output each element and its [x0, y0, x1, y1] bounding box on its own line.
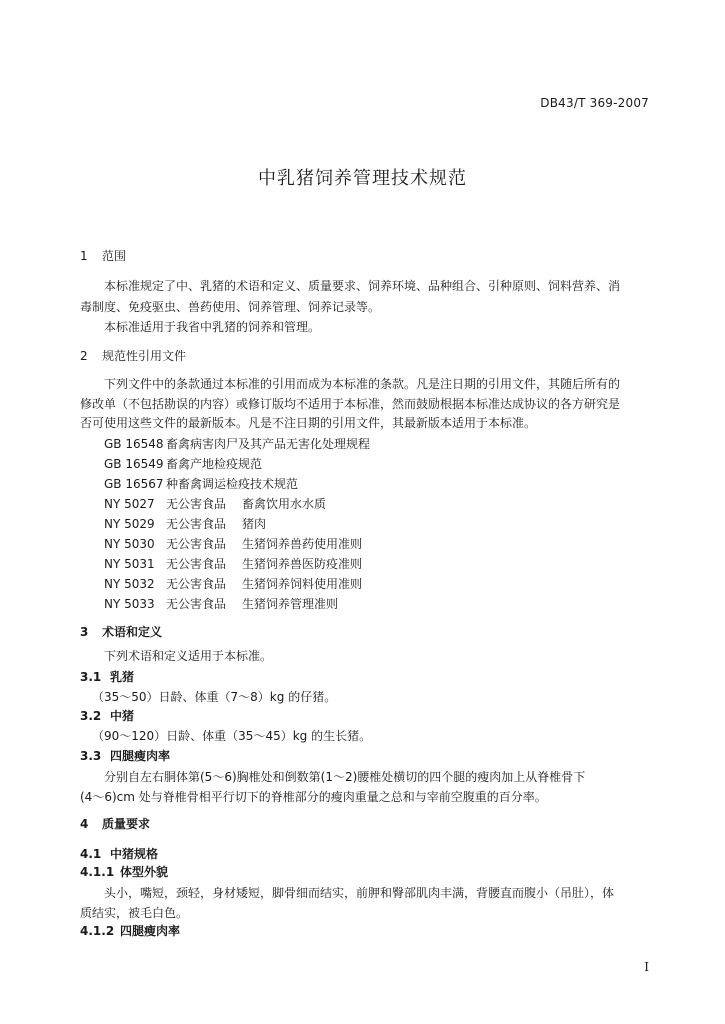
paragraph-line: 修改单（不包括勘误的内容）或修订版均不适用于本标准，然而鼓励根据本标准达成协议的各方研究是	[80, 397, 621, 411]
paragraph-line: 下列术语和定义适用于本标准。	[104, 649, 273, 663]
section-number: 1	[80, 249, 88, 263]
term-heading: 3.1 乳猪	[80, 670, 135, 684]
reference-item: NY 5032 无公害食品 生猪饲养饲料使用准则	[104, 577, 363, 591]
section-4-heading	[80, 816, 150, 832]
reference-item: NY 5031 无公害食品 生猪饲养兽医防疫准则	[104, 557, 363, 571]
section-title: 范围	[102, 249, 127, 263]
section-number: 2	[80, 349, 88, 363]
section-title: 质量要求	[102, 817, 151, 831]
page-number: I	[644, 960, 649, 974]
term-heading: 3.3 四腿瘦肉率	[80, 749, 171, 763]
subsection-heading: 4.1.2 四腿瘦肉率	[80, 924, 181, 938]
paragraph-line: 否可使用这些文件的最新版本。凡是不注日期的引用文件，其最新版本适用于本标准。	[80, 416, 537, 430]
paragraph-line: 本标准规定了中、乳猪的术语和定义、质量要求、饲养环境、品种组合、引种原则、饲料营养、消	[104, 279, 621, 293]
reference-item: NY 5030 无公害食品 生猪饲养兽药使用准则	[104, 537, 363, 551]
section-number: 3	[80, 625, 89, 639]
subsection-heading: 4.1.1 体型外貌	[80, 865, 169, 879]
term-heading: 3.2 中猪	[80, 709, 135, 723]
term-definition: （90～120）日龄、体重（35～45）kg 的生长猪。	[92, 729, 372, 743]
section-title: 规范性引用文件	[102, 349, 187, 363]
reference-item: GB 16549 畜禽产地检疫规范	[104, 457, 263, 471]
paragraph-line: 头小，嘴短，颈轻，身材矮短，脚骨细而结实，前胛和臀部肌肉丰满，背腰直而腹小（吊肚），体	[104, 886, 615, 900]
section-title: 术语和定义	[102, 625, 163, 639]
term-definition: （35～50）日龄、体重（7～8）kg 的仔猪。	[92, 690, 337, 704]
reference-item: GB 16567 种畜禽调运检疫技术规范	[104, 477, 299, 491]
paragraph-line: 质结实，被毛白色。	[80, 906, 189, 920]
standard-code: DB43/T 369-2007	[540, 96, 649, 110]
reference-item: NY 5033 无公害食品 生猪饲养管理准则	[104, 597, 339, 611]
section-number: 4	[80, 817, 89, 831]
section-3-heading	[80, 624, 162, 640]
paragraph-line: 本标准适用于我省中乳猪的饲养和管理。	[104, 320, 321, 334]
section-2-heading	[80, 348, 186, 364]
document-title: 中乳猪饲养管理技术规范	[258, 168, 467, 189]
paragraph-line: (4～6)cm 处与脊椎骨相平行切下的脊椎部分的瘦肉重量之总和与宰前空腹重的百分率。	[80, 790, 547, 804]
section-1-heading	[80, 248, 126, 264]
subsection-heading: 4.1 中猪规格	[80, 847, 159, 861]
paragraph-line: 下列文件中的条款通过本标准的引用而成为本标准的条款。凡是注日期的引用文件，其随后所有的	[104, 377, 621, 391]
reference-item: NY 5029 无公害食品 猪肉	[104, 517, 267, 531]
reference-item: GB 16548 畜禽病害肉尸及其产品无害化处理规程	[104, 437, 371, 451]
paragraph-line: 毒制度、免疫驱虫、兽药使用、饲养管理、饲养记录等。	[80, 300, 381, 314]
paragraph-line: 分别自左右胴体第(5～6)胸椎处和倒数第(1～2)腰椎处横切的四个腿的瘦肉加上从脊椎骨下	[104, 770, 586, 784]
reference-item: NY 5027 无公害食品 畜禽饮用水水质	[104, 497, 327, 511]
